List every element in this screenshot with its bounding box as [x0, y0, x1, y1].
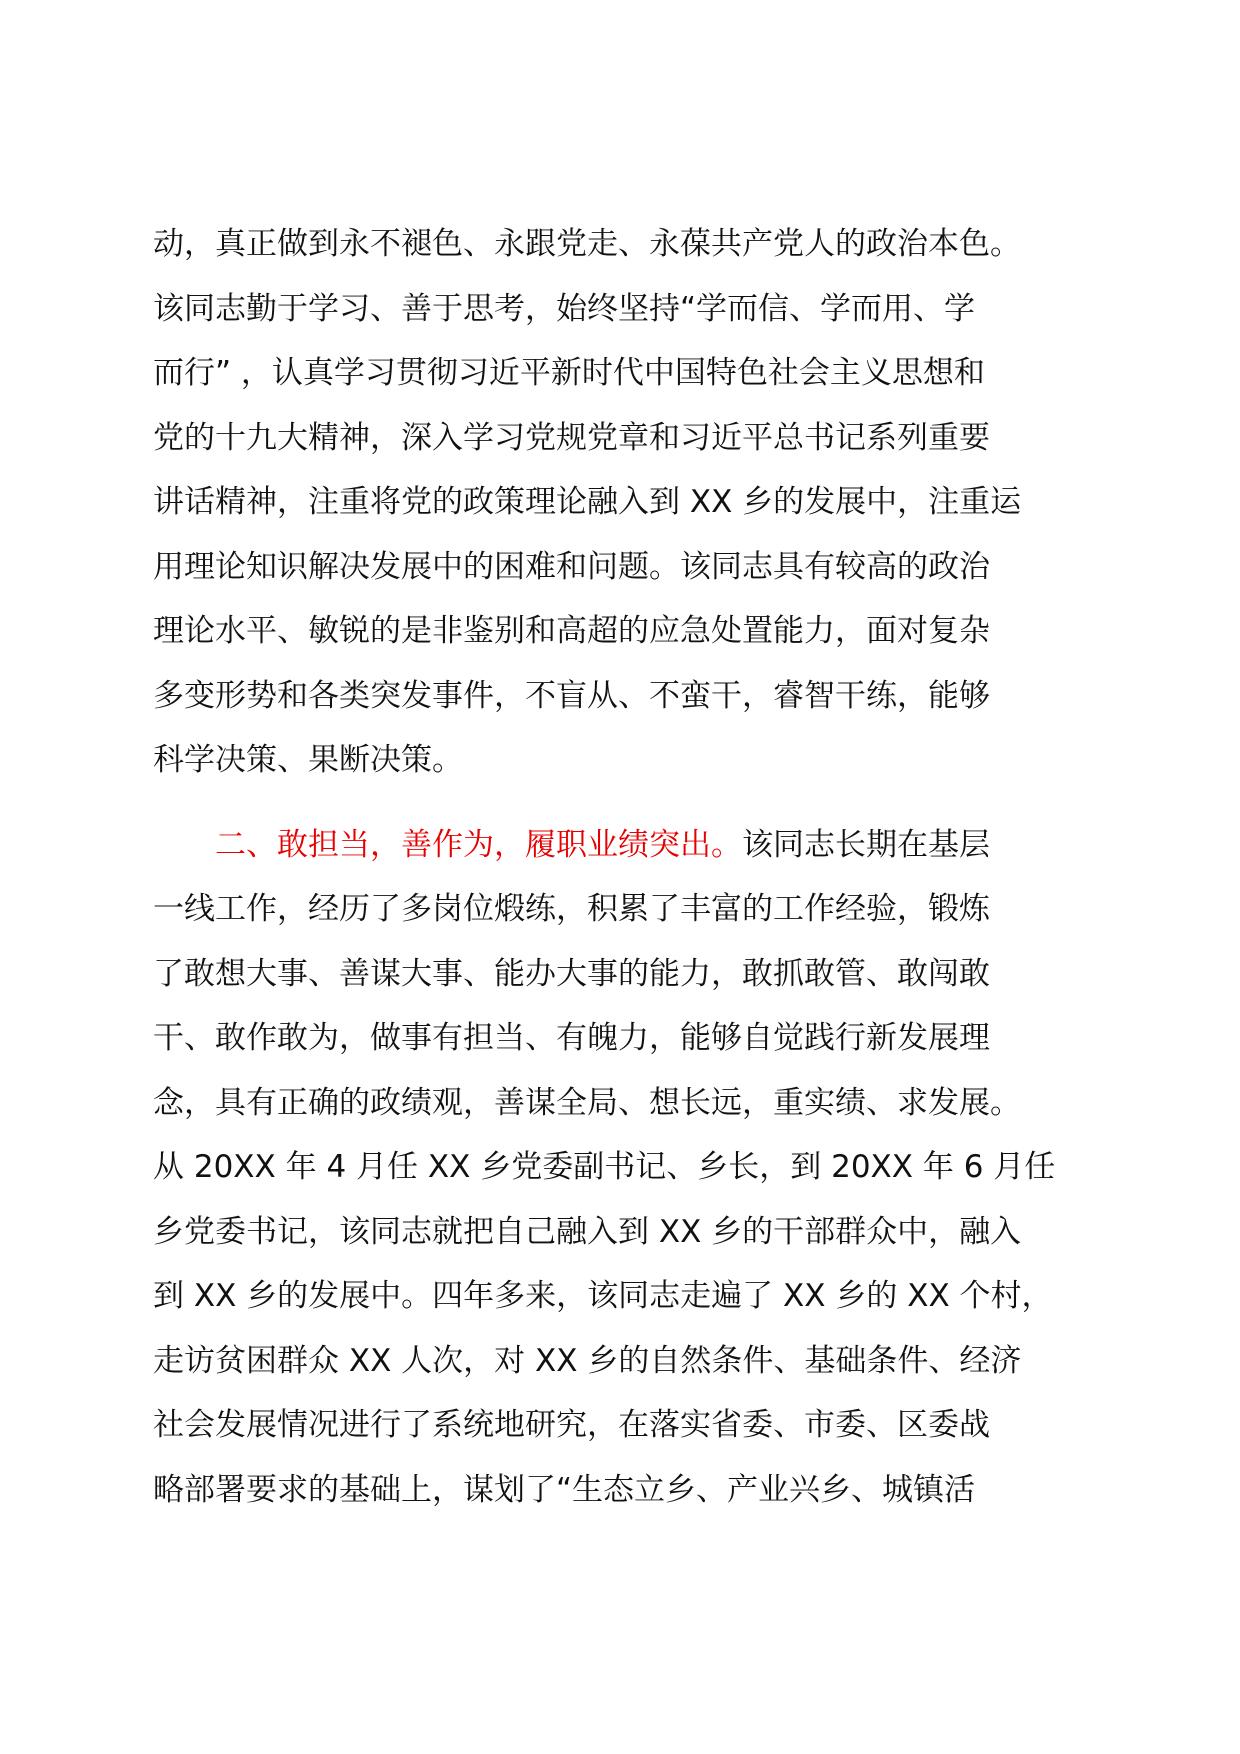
text-line: 讲话精神，注重将党的政策理论融入到 XX 乡的发展中，注重运	[153, 484, 1022, 520]
text-line: 该同志勤于学习、善于思考，始终坚持“学而信、学而用、学	[153, 290, 976, 327]
text-line: 多变形势和各类突发事件，不盲从、不蛮干，睿智干练，能够	[153, 677, 990, 714]
text-line: 党的十九大精神，深入学习党规党章和习近平总书记系列重要	[153, 419, 990, 456]
text-line: 一线工作，经历了多岗位煅练，积累了丰富的工作经验，锻炼	[153, 891, 990, 927]
text-line: 略部署要求的基础上，谋划了“生态立乡、产业兴乡、城镇活	[153, 1471, 976, 1508]
text-line: 科学决策、果断决策。	[153, 742, 463, 778]
text-line: 动，真正做到永不褪色、永跟党走、永葆共产党人的政治本色。	[153, 226, 1021, 262]
text-segment: 该同志长期在基层	[742, 826, 990, 863]
document-body	[153, 212, 1093, 1522]
paragraph-1	[153, 212, 1093, 793]
text-line: 干、敢作敢为，做事有担当、有魄力，能够自觉践行新发展理	[153, 1020, 990, 1056]
text-line: 用理论知识解决发展中的困难和问题。该同志具有较高的政治	[153, 548, 990, 585]
paragraph-spacer	[153, 793, 1093, 813]
text-line: 社会发展情况进行了系统地研究，在落实省委、市委、区委战	[153, 1407, 990, 1443]
paragraph-2	[153, 813, 1093, 1523]
text-line: 到 XX 乡的发展中。四年多来，该同志走遍了 XX 乡的 XX 个村，	[153, 1278, 1053, 1314]
text-line: 从 20XX 年 4 月任 XX 乡党委副书记、乡长，到 20XX 年 6 月任	[153, 1149, 1056, 1185]
text-line: 理论水平、敏锐的是非鉴别和高超的应急处置能力，面对复杂	[153, 613, 990, 649]
text-line: 而行” ，认真学习贯彻习近平新时代中国特色社会主义思想和	[153, 355, 985, 391]
text-line: 乡党委书记，该同志就把自己融入到 XX 乡的干部群众中，融入	[153, 1213, 1022, 1250]
text-line: 走访贫困群众 XX 人次，对 XX 乡的自然条件、基础条件、经济	[153, 1342, 1022, 1379]
paragraph-2-first-line	[153, 813, 1093, 878]
text-line: 念，具有正确的政绩观，善谋全局、想长远，重实绩、求发展。	[153, 1084, 1021, 1121]
text-line: 了敢想大事、善谋大事、能办大事的能力，敢抓敢管、敢闯敢	[153, 955, 990, 992]
section-heading: 二、敢担当，善作为，履职业绩突出。	[215, 826, 742, 863]
